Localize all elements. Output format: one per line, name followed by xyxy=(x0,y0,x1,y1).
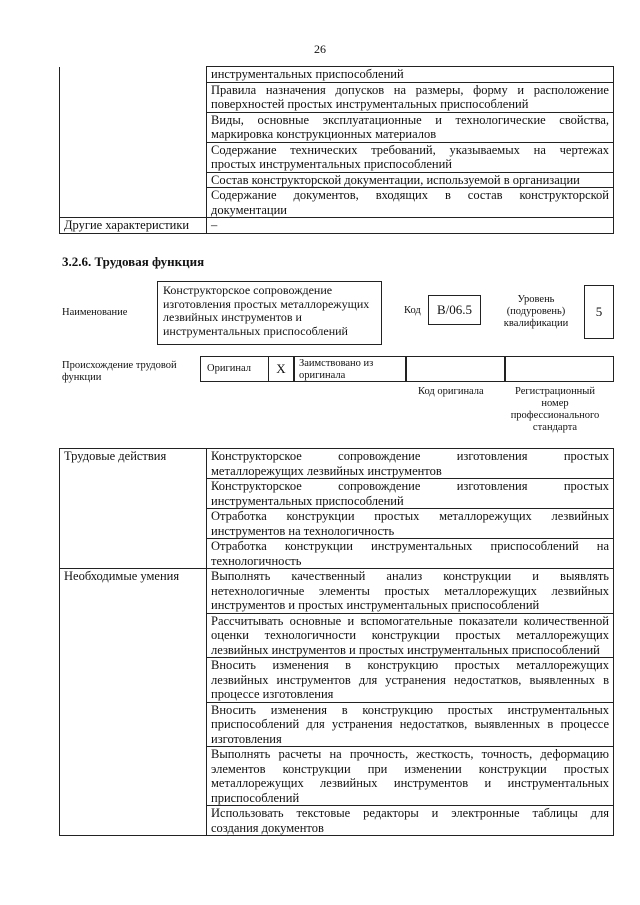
required-skill-item-line: приспособлений xyxy=(211,790,300,805)
required-skill-item-line: оценки технологичности конструкции простых металлорежущих xyxy=(211,628,609,642)
knowledge-item-line: Виды, основные эксплуатационные и технологические свойства, xyxy=(211,112,609,127)
qualification-level-box: 5 xyxy=(584,285,614,339)
other-characteristics-value: – xyxy=(207,218,614,234)
knowledge-item-line: маркировка конструкционных материалов xyxy=(211,127,437,141)
borrowed-label-cell xyxy=(294,356,406,382)
required-skill-item-line: инструментов и простых инструментальных приспособлений xyxy=(211,598,540,612)
code-label: Код xyxy=(404,305,421,316)
function-name-line: инструментальных приспособлений xyxy=(163,323,348,338)
knowledge-item-line: поверхностей простых инструментальных приспособлений xyxy=(211,97,529,111)
knowledge-item xyxy=(207,172,614,188)
table-row xyxy=(60,67,614,83)
labor-action-item xyxy=(207,449,614,479)
reg-caption-line: стандарта xyxy=(532,422,578,433)
required-skill-item-line: приспособлений для устранения недостатков, выявленных в процессе xyxy=(211,717,609,731)
origin-label-line: Происхождение трудовой xyxy=(62,360,177,371)
knowledge-item-line: Содержание технических требований, указываемых на чертежах xyxy=(211,142,609,157)
original-code-caption: Код оригинала xyxy=(418,386,484,397)
required-skill-item xyxy=(207,569,614,614)
reg-caption-line: профессионального xyxy=(510,410,600,421)
required-skill-item xyxy=(207,613,614,658)
knowledge-item-line: простых инструментальных приспособлений xyxy=(211,157,452,171)
required-skill-item-line: Вносить изменения в конструкцию простых металлорежущих xyxy=(211,658,609,672)
knowledge-item xyxy=(207,112,614,142)
knowledge-item-line: Содержание документов, входящих в состав конструкторской xyxy=(211,188,609,202)
labor-action-item xyxy=(207,509,614,539)
level-label-line: квалификации xyxy=(503,318,569,329)
labor-action-item-line: Отработка конструкции инструментальных приспособлений на xyxy=(211,539,609,553)
function-name-line: Конструкторское сопровождение xyxy=(163,283,333,297)
qualification-level-label xyxy=(497,294,575,330)
required-skill-item-line: Выполнять качественный анализ конструкции и выявлять xyxy=(211,569,609,583)
labor-action-item xyxy=(207,539,614,569)
required-skill-item-line: нетехнологичные элементы простых металлорежущих лезвийных xyxy=(211,583,609,598)
registration-number-caption xyxy=(503,386,607,434)
knowledge-table-continuation xyxy=(59,66,614,234)
required-skill-item xyxy=(207,806,614,836)
required-skill-item xyxy=(207,747,614,806)
knowledge-item xyxy=(207,82,614,112)
function-name-line: изготовления простых металлорежущих xyxy=(163,296,370,311)
table-row xyxy=(60,218,614,234)
required-skill-item-line: лезвийных инструментов и простых инструментальных приспособлений xyxy=(211,642,600,657)
labor-function-table xyxy=(59,448,614,836)
function-name-box xyxy=(157,281,382,345)
required-skill-item-line: изготовления xyxy=(211,731,282,746)
knowledge-item xyxy=(207,67,614,83)
labor-action-item-line: инструментальных приспособлений xyxy=(211,493,404,508)
knowledge-item-line: документации xyxy=(211,202,287,217)
required-skill-item-line: Рассчитывать основные и вспомогательные показатели количественной xyxy=(211,613,609,628)
knowledge-item-line: инструментальных приспособлений xyxy=(211,67,404,81)
required-skill-item-line: Выполнять расчеты на прочность, жесткость, точность, деформацию xyxy=(211,747,609,761)
reg-caption-line: номер xyxy=(541,398,569,409)
labor-action-item-line: инструментов на технологичность xyxy=(211,523,395,538)
page-number: 26 xyxy=(314,42,326,56)
required-skill-item-line: Вносить изменения в конструкцию простых инструментальных xyxy=(211,702,609,717)
knowledge-item xyxy=(207,188,614,218)
required-skill-item-line: Использовать текстовые редакторы и электронные таблицы для xyxy=(211,806,609,820)
required-skill-item-line: создания документов xyxy=(211,820,324,835)
table-row xyxy=(60,569,614,614)
function-code-box: В/06.5 xyxy=(428,295,481,325)
level-label-line: Уровень xyxy=(517,294,555,305)
registration-number-cell xyxy=(505,356,614,382)
function-name-line: лезвийных инструментов и xyxy=(163,310,302,324)
required-skill-item-line: элементов конструкции при изменении конструкции простых xyxy=(211,761,609,776)
origin-row xyxy=(200,356,614,382)
required-skill-item-line: процессе изготовления xyxy=(211,687,334,701)
table-row xyxy=(60,449,614,479)
labor-action-item-line: технологичность xyxy=(211,553,302,568)
origin-label xyxy=(62,360,177,384)
required-skill-item-line: металлорежущих лезвийных инструментов и инструментальных xyxy=(211,776,609,790)
labor-action-item-line: Конструкторское сопровождение изготовления простых xyxy=(211,479,609,493)
borrowed-label-line: Заимствовано из xyxy=(299,358,374,369)
original-code-cell xyxy=(406,356,505,382)
labor-action-item-line: Отработка конструкции простых металлорежущих лезвийных xyxy=(211,509,609,523)
required-skills-label: Необходимые умения xyxy=(60,569,207,836)
labor-action-item-line: Конструкторское сопровождение изготовления простых xyxy=(211,449,609,463)
required-skill-item xyxy=(207,658,614,703)
other-characteristics-label: Другие характеристики xyxy=(60,218,207,234)
required-skill-item-line: лезвийных инструментов для устранения недостатков, выявленных в xyxy=(211,672,609,687)
labor-action-item xyxy=(207,479,614,509)
required-skill-item xyxy=(207,702,614,747)
labor-actions-label: Трудовые действия xyxy=(60,449,207,569)
name-label: Наименование xyxy=(62,307,128,318)
knowledge-label-cell xyxy=(60,67,207,218)
reg-caption-line: Регистрационный xyxy=(515,386,595,397)
labor-action-item-line: металлорежущих лезвийных инструментов xyxy=(211,463,442,478)
knowledge-item-line: Правила назначения допусков на размеры, форму и расположение xyxy=(211,82,609,97)
origin-label-line: функции xyxy=(62,372,102,383)
borrowed-label-line: оригинала xyxy=(299,370,346,381)
section-title: 3.2.6. Трудовая функция xyxy=(62,254,205,269)
knowledge-item xyxy=(207,142,614,172)
original-label-cell: Оригинал xyxy=(200,356,268,382)
level-label-line: (подуровень) xyxy=(506,306,566,317)
original-mark-cell: X xyxy=(268,356,294,382)
knowledge-item-line: Состав конструкторской документации, используемой в организации xyxy=(211,172,580,187)
